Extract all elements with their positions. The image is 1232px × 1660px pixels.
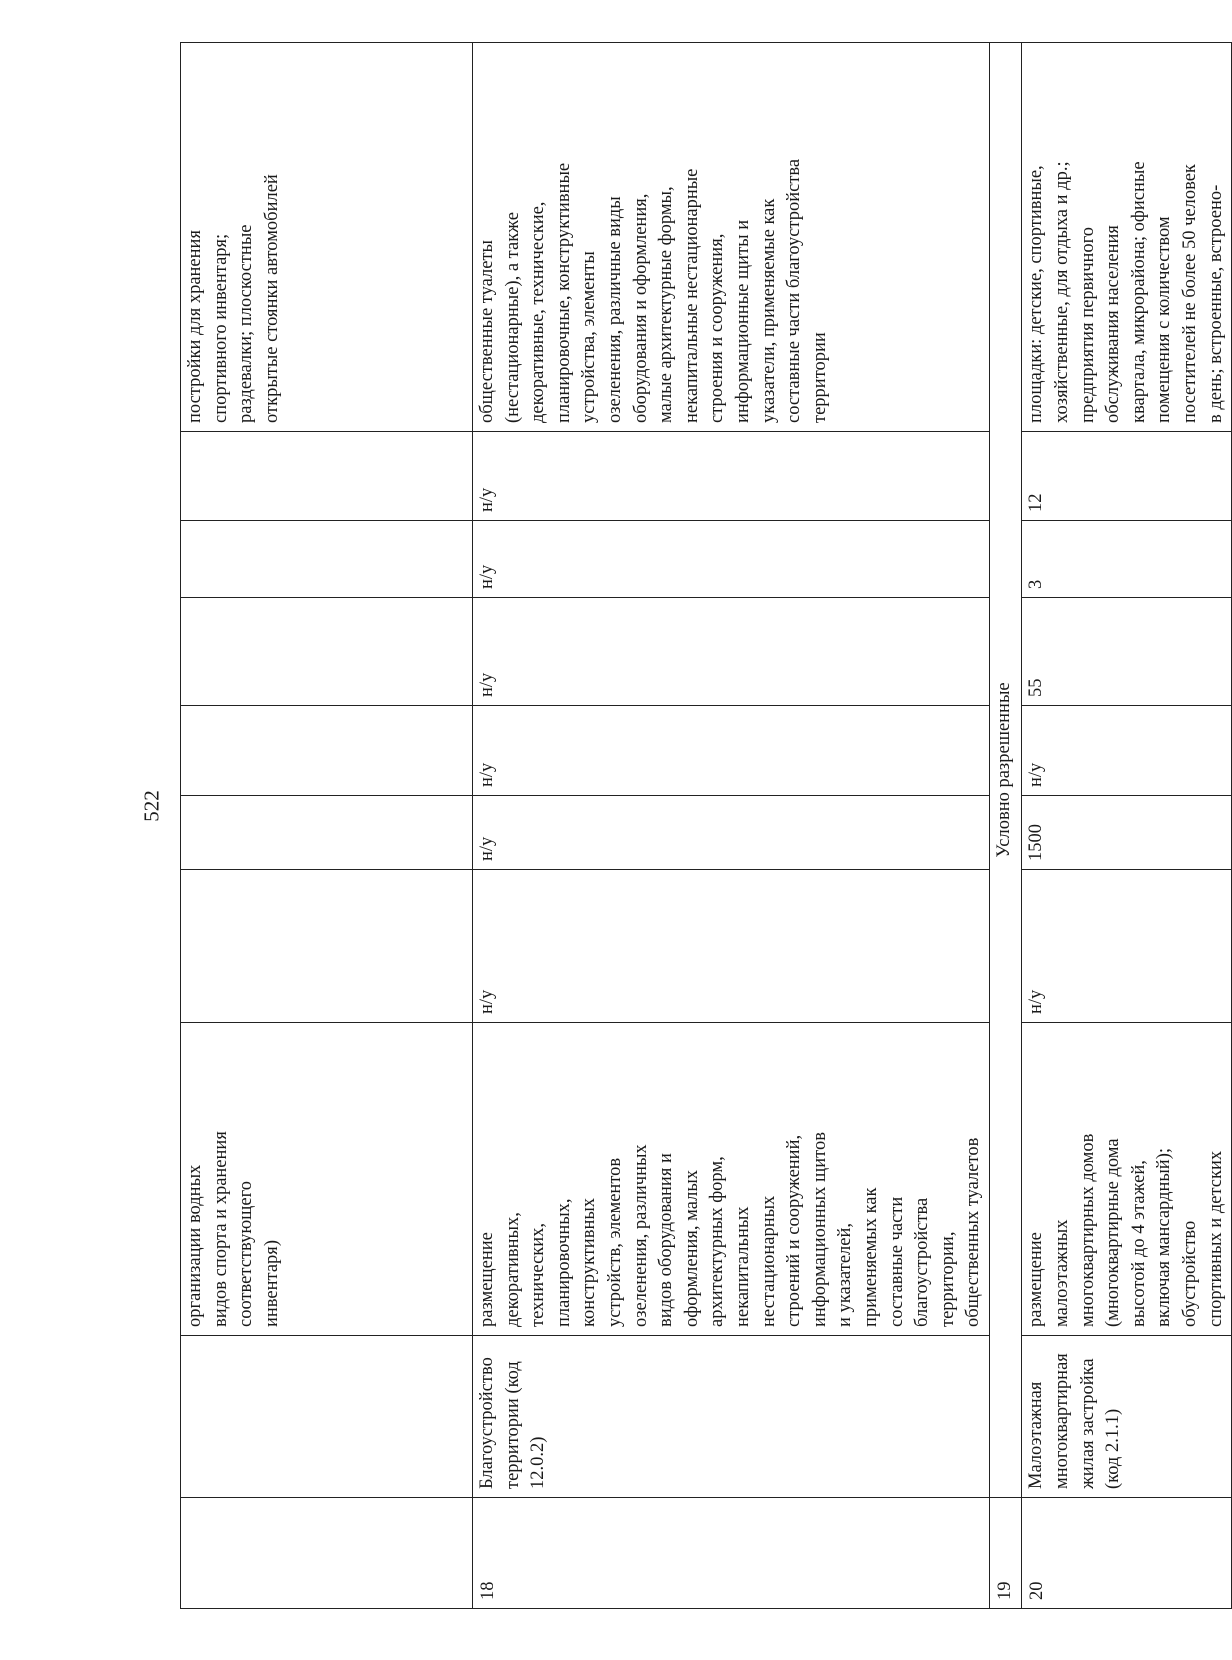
text-line: указатели, применяемые как bbox=[758, 198, 779, 423]
cell-param-3 bbox=[181, 706, 473, 796]
cell-param-4: н/у bbox=[473, 598, 990, 706]
cell-number: 20 bbox=[1022, 1498, 1232, 1609]
text-line: составные части bbox=[886, 1196, 907, 1327]
cell-param-4 bbox=[181, 598, 473, 706]
cell-name: Малоэтажная многоквартирная жилая застройка (код 2.1.1) bbox=[1022, 1336, 1232, 1498]
text-line: посетителей не более 50 человек bbox=[1180, 164, 1201, 423]
cell-examples bbox=[1022, 43, 1232, 432]
text-line: планировочных, bbox=[553, 1198, 574, 1327]
table-row-20 bbox=[1022, 43, 1232, 1609]
text-line: включая мансардный); bbox=[1154, 1147, 1175, 1327]
text-line: некапитальные нестационарные bbox=[681, 168, 702, 423]
cell-param-2 bbox=[181, 796, 473, 870]
text-line: устройств, элементов bbox=[604, 1157, 625, 1327]
text-line: оформления, малых bbox=[681, 1169, 702, 1327]
text-line: (многоквартирные дома bbox=[1103, 1138, 1124, 1327]
cell-description bbox=[473, 1023, 990, 1336]
text-line: в день; встроенные, встроено- bbox=[1205, 184, 1226, 423]
cell-examples bbox=[181, 43, 473, 432]
text-line: архитектурных форм, bbox=[707, 1156, 728, 1327]
text-line: общественные туалеты bbox=[477, 240, 497, 423]
cell-param-6 bbox=[181, 432, 473, 521]
text-line: озеленения, различные виды bbox=[604, 196, 625, 423]
text-line: малоэтажных bbox=[1052, 1219, 1073, 1327]
text-line: помещения с количеством bbox=[1154, 216, 1175, 423]
text-line: озеленения, различных bbox=[630, 1144, 651, 1327]
cell-number: 18 bbox=[473, 1498, 990, 1609]
cell-param-3: н/у bbox=[473, 706, 990, 796]
cell-param-5 bbox=[181, 521, 473, 598]
text-line: видов оборудования и bbox=[656, 1153, 677, 1327]
text-line: конструктивных bbox=[579, 1197, 600, 1327]
cell-description bbox=[181, 1023, 473, 1336]
text-line: (нестационарные), а также bbox=[502, 212, 523, 423]
cell-param-2: 1500 bbox=[1022, 796, 1232, 870]
text-line: видов спорта и хранения bbox=[210, 1131, 231, 1327]
rotated-table-container bbox=[180, 43, 1226, 1609]
text-line: малые архитектурные формы, bbox=[656, 186, 677, 423]
text-line: нестационарных bbox=[758, 1195, 779, 1327]
text-line: территории, bbox=[937, 1231, 958, 1327]
text-line: составные части благоустройства bbox=[784, 158, 805, 423]
text-line: применяемых как bbox=[860, 1187, 881, 1327]
text-line: строения и сооружения, bbox=[707, 233, 728, 423]
text-line: информационных щитов bbox=[809, 1132, 830, 1327]
text-line: обустройство bbox=[1180, 1220, 1201, 1327]
text-line: оборудования и оформления, bbox=[630, 193, 651, 423]
text-line: спортивного инвентаря; bbox=[210, 233, 231, 423]
table-row-continuation bbox=[181, 43, 473, 1609]
text-line: декоративные, технические, bbox=[528, 201, 549, 423]
text-line: высотой до 4 этажей, bbox=[1128, 1160, 1149, 1327]
text-line: раздевалки; плоскостные bbox=[236, 224, 257, 423]
text-line: площадки: детские, спортивные, bbox=[1026, 165, 1047, 423]
text-line: размещение bbox=[1026, 1232, 1047, 1327]
text-line: многоквартирных домов bbox=[1077, 1133, 1098, 1327]
text-line: планировочные, конструктивные bbox=[553, 162, 574, 423]
cell-param-6: 12 bbox=[1022, 432, 1232, 521]
cell-number bbox=[181, 1498, 473, 1609]
text-line: некапитальных bbox=[732, 1206, 753, 1327]
cell-param-6: н/у bbox=[473, 432, 990, 521]
zoning-table bbox=[180, 42, 1232, 1609]
text-line: территории bbox=[809, 332, 830, 423]
text-line: декоративных, bbox=[502, 1212, 523, 1327]
text-line: квартала, микрорайона; офисные bbox=[1128, 161, 1149, 423]
cell-name: Благоустройство территории (код 12.0.2) bbox=[473, 1336, 990, 1498]
text-line: устройства, элементы bbox=[579, 251, 600, 423]
text-line: спортивных и детских bbox=[1205, 1150, 1226, 1327]
cell-description bbox=[1022, 1023, 1232, 1336]
table-row-19 bbox=[989, 43, 1022, 1609]
cell-name bbox=[181, 1336, 473, 1498]
text-line: информационные щиты и bbox=[732, 219, 753, 423]
text-line: и указателей, bbox=[835, 1223, 856, 1327]
text-line: хозяйственные, для отдыха и др.; bbox=[1052, 161, 1073, 423]
text-line: обслуживания населения bbox=[1103, 225, 1124, 423]
text-line: размещение bbox=[477, 1232, 497, 1327]
page-number: 522 bbox=[139, 790, 164, 822]
text-line: организации водных bbox=[185, 1164, 205, 1327]
table-row-18 bbox=[473, 43, 990, 1609]
text-line: постройки для хранения bbox=[185, 230, 205, 423]
text-line: общественных туалетов bbox=[963, 1137, 984, 1327]
cell-examples bbox=[473, 43, 990, 432]
cell-param-3: н/у bbox=[1022, 706, 1232, 796]
text-line: предприятия первичного bbox=[1077, 226, 1098, 423]
text-line: технических, bbox=[528, 1222, 549, 1327]
cell-number: 19 bbox=[989, 1498, 1022, 1609]
section-heading: Условно разрешенные bbox=[989, 43, 1022, 1498]
text-line: соответствующего bbox=[236, 1180, 257, 1327]
cell-param-5: 3 bbox=[1022, 521, 1232, 598]
cell-param-1 bbox=[181, 870, 473, 1023]
text-line: строений и сооружений, bbox=[784, 1134, 805, 1327]
cell-param-2: н/у bbox=[473, 796, 990, 870]
cell-param-1: н/у bbox=[1022, 870, 1232, 1023]
cell-param-5: н/у bbox=[473, 521, 990, 598]
cell-param-1: н/у bbox=[473, 870, 990, 1023]
text-line: открытые стоянки автомобилей bbox=[261, 174, 282, 423]
cell-param-4: 55 bbox=[1022, 598, 1232, 706]
text-line: инвентаря) bbox=[261, 1240, 282, 1327]
text-line: благоустройства bbox=[912, 1197, 933, 1327]
